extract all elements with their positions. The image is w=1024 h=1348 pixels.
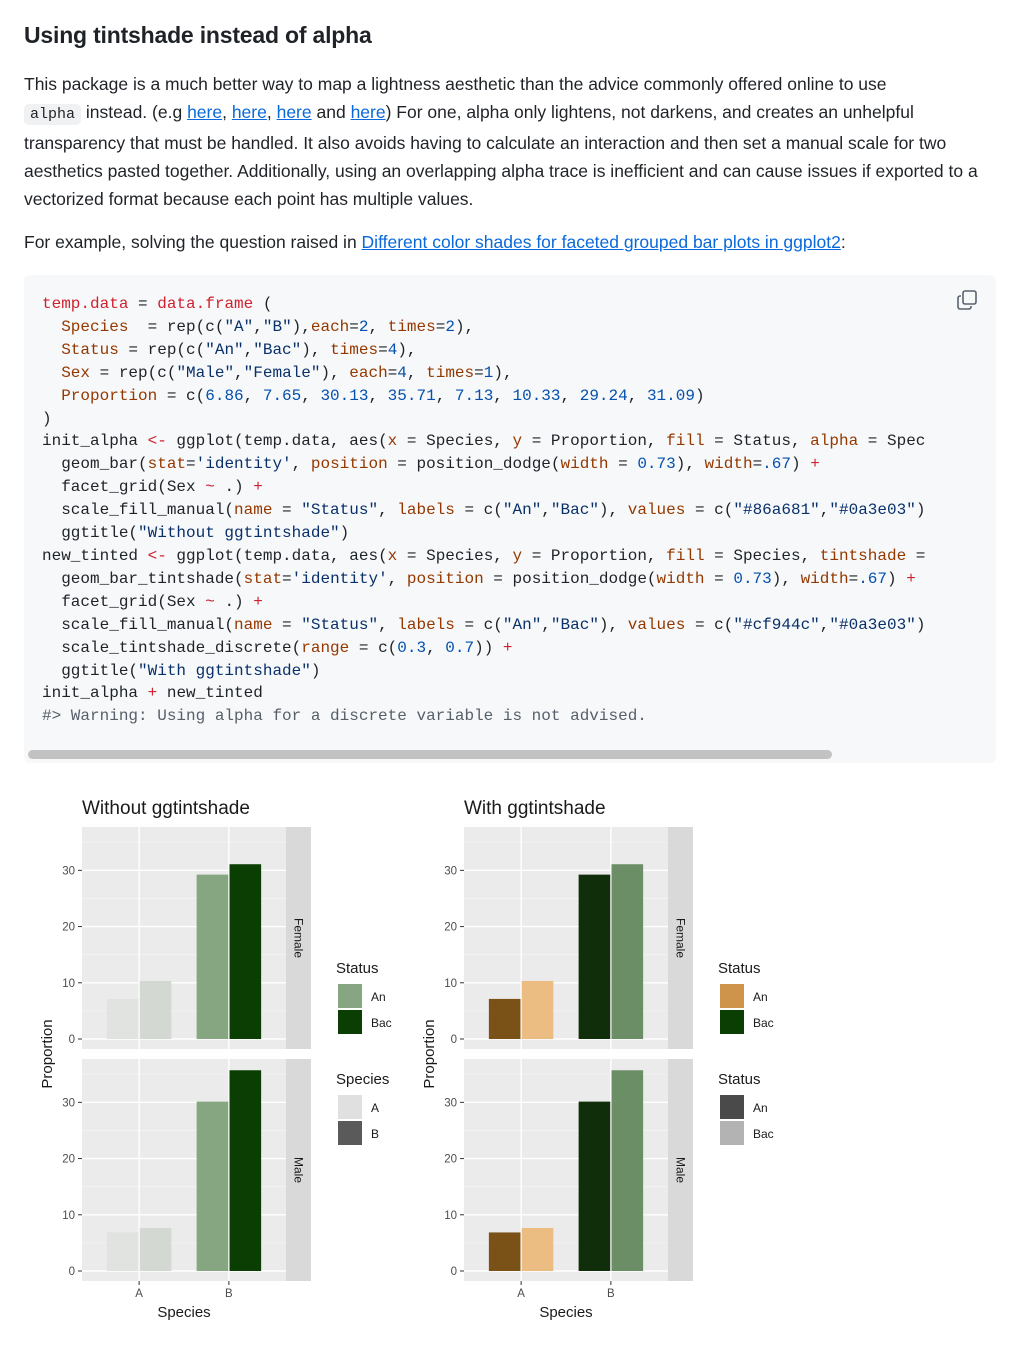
x-tick-label: A [517,1288,525,1300]
y-tick-label: 20 [62,921,75,934]
bar [230,864,262,1039]
sep-2: , [266,102,277,122]
y-tick-label: 0 [450,1034,457,1046]
figure [0,780,1024,1340]
inline-code-alpha: alpha [24,104,81,125]
legend-title: Status [336,960,379,977]
facet-label: Male [673,1156,688,1184]
x-tick-label: B [607,1288,615,1300]
link-here-4[interactable]: here [350,102,386,122]
example-text-1: For example, solving the question raised in [24,232,362,252]
legend-key [720,984,744,1008]
code-line: init_alpha + new_tinted [42,684,263,703]
legend-key [338,1010,362,1034]
example-text-2: : [840,232,846,252]
code-line: Species = rep(c("A","B"),each=2, times=2), [61,317,475,336]
legend-label: Bac [371,1016,392,1030]
bar [489,999,521,1039]
legend-key [720,1095,744,1119]
code-line: ggtitle("Without ggtintshade") [42,524,350,543]
code-line: ggtitle("With ggtintshade") [42,661,321,680]
facet-label: Female [291,917,306,959]
bar [612,864,644,1039]
section-heading: Using tintshade instead of alpha [24,22,372,48]
bar [230,1070,262,1271]
facet-label: Female [673,917,688,959]
code-line: init_alpha <- ggplot(temp.data, aes(x = Species, y = Proportion, fill = Status, alpha = Spec [42,432,926,451]
link-here-2[interactable]: here [231,102,267,122]
code-line: geom_bar(stat='identity', position = position_dodge(width = 0.73), width=.67) + [42,455,820,474]
code-line: facet_grid(Sex ~ .) + [42,478,263,497]
legend-key [338,1121,362,1145]
legend-label: A [371,1101,380,1115]
x-tick-label: B [225,1288,233,1300]
intro-paragraph [24,70,996,213]
bar [107,999,139,1039]
bar [107,1232,139,1271]
y-tick-label: 10 [62,977,75,990]
x-axis-label: Species [539,1304,593,1321]
code-line: temp.data = data.frame ( [42,295,273,313]
y-tick-label: 10 [444,977,457,990]
facet-label: Male [291,1156,306,1184]
bar [522,1228,554,1271]
y-tick-label: 10 [444,1209,457,1222]
legend-label: An [753,1101,768,1115]
y-tick-label: 10 [62,1209,75,1222]
code-line: scale_fill_manual(name = "Status", labels = c("An","Bac"), values = c("#cf944c","#0a3e03") [42,615,926,634]
legend-key [338,984,362,1008]
intro-text-3: ) For one, alpha only lightens, not darkens, and creates an unhelpful transparency that must be handled. It also avoids having to calculate an interaction and then set a manual scale for two aesthetics pasted together. Additionally, using an overlapping alpha trace is inefficient and can cause issues if exported to a vectorized format because each point has multiple values. [24,102,978,209]
bar [197,875,229,1039]
code-line: new_tinted <- ggplot(temp.data, aes(x = Species, y = Proportion, fill = Species, tintshade = [42,546,926,565]
y-tick-label: 30 [62,1097,75,1110]
legend-key [720,1010,744,1034]
code-line: Sex = rep(c("Male","Female"), each=4, times=1), [61,363,513,382]
y-tick-label: 0 [450,1266,457,1278]
bar [197,1102,229,1271]
x-axis-label: Species [157,1304,211,1321]
code-line: facet_grid(Sex ~ .) + [42,592,263,611]
example-paragraph [24,228,996,256]
y-tick-label: 20 [444,1153,457,1166]
bar [579,1102,611,1271]
y-axis-label: Proportion [421,1019,438,1089]
sep-1: , [222,102,232,122]
chart-title: With ggtintshade [464,798,606,819]
legend-title: Species [336,1071,390,1088]
y-axis-label: Proportion [39,1019,56,1089]
code-line: ) [42,409,52,428]
code-line: scale_tintshade_discrete(range = c(0.3, 0.7)) + [42,638,513,657]
y-tick-label: 20 [62,1153,75,1166]
intro-text-2: instead. (e.g [81,102,188,122]
legend-label: An [371,990,386,1004]
code-line: scale_fill_manual(name = "Status", labels = c("An","Bac"), values = c("#86a681","#0a3e03") [42,501,926,520]
y-tick-label: 20 [444,921,457,934]
chart-title: Without ggtintshade [82,798,250,819]
bar [489,1232,521,1271]
bar [612,1070,644,1271]
copy-icon[interactable] [956,289,978,311]
horizontal-scrollbar[interactable] [28,750,832,759]
y-tick-label: 30 [62,865,75,878]
y-tick-label: 0 [68,1266,75,1278]
legend-label: B [371,1127,380,1141]
link-here-1[interactable]: here [187,102,223,122]
sep-and: and [311,102,351,122]
legend-key [720,1121,744,1145]
bar [140,981,172,1039]
y-tick-label: 30 [444,865,457,878]
legend-title: Status [718,1071,761,1088]
code-block[interactable] [24,275,996,763]
x-tick-label: A [135,1288,143,1300]
code-line: geom_bar_tintshade(stat='identity', position = position_dodge(width = 0.73), width=.67) + [42,569,916,588]
y-tick-label: 0 [68,1034,75,1046]
link-question[interactable]: Different color shades for faceted grouped bar plots in ggplot2 [361,232,841,252]
legend-label: An [753,990,768,1004]
code-line: Status = rep(c("An","Bac"), times=4), [61,340,417,359]
bar [140,1228,172,1271]
legend-key [338,1095,362,1119]
legend-label: Bac [753,1016,774,1030]
legend-title: Status [718,960,761,977]
code-line: #> Warning: Using alpha for a discrete variable is not advised. [42,707,647,726]
y-tick-label: 30 [444,1097,457,1110]
bar [522,981,554,1039]
link-here-3[interactable]: here [276,102,312,122]
intro-text-1: This package is a much better way to map a lightness aesthetic than the advice commonly offered online to use [24,74,887,94]
bar [579,875,611,1039]
legend-label: Bac [753,1127,774,1141]
code-content [42,293,944,728]
code-line: Proportion = c(6.86, 7.65, 30.13, 35.71, 7.13, 10.33, 29.24, 31.09) [61,386,705,405]
